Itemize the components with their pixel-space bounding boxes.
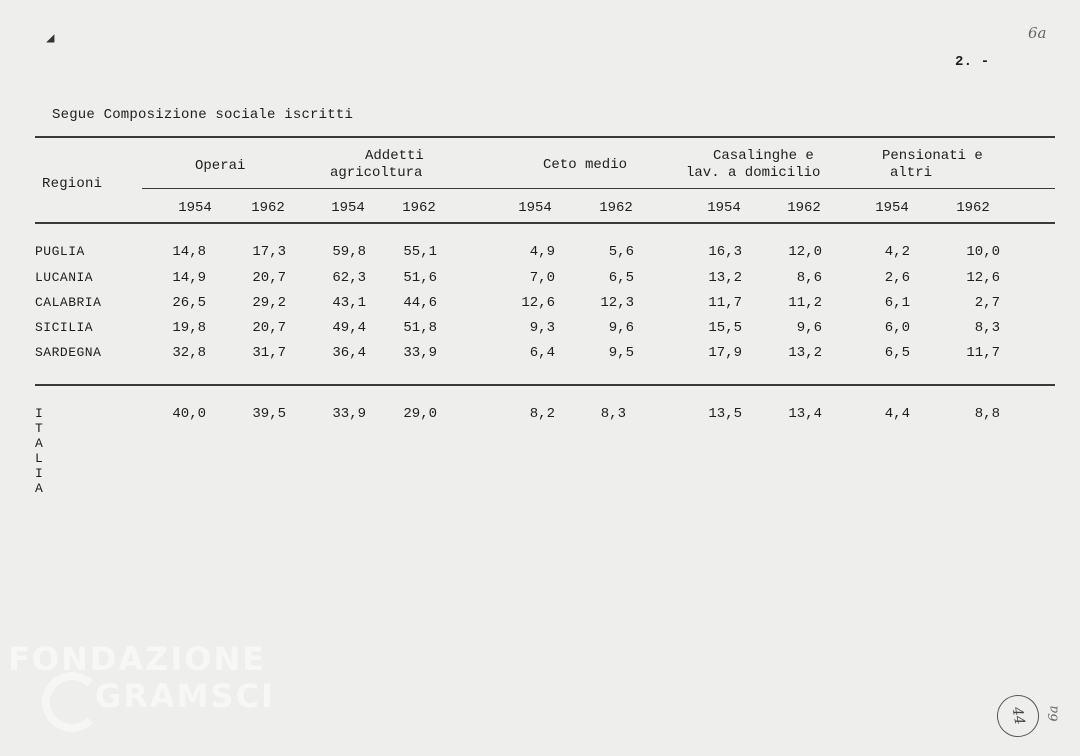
watermark-line2: GRAMSCI [95,677,275,715]
year-header: 1962 [599,200,633,216]
cell: 29,0 [403,406,437,422]
cell: 44,6 [403,295,437,311]
header-bottom-rule [35,222,1055,224]
cell: 9,6 [608,320,634,336]
cell: 6,5 [884,345,910,361]
cell: 6,4 [529,345,555,361]
row-header: Regioni [42,176,103,192]
cell: 12,6 [966,270,1000,286]
cell: 20,7 [252,320,286,336]
year-header: 1954 [518,200,552,216]
cell: 49,4 [332,320,366,336]
cell: 8,2 [529,406,555,422]
year-header: 1954 [178,200,212,216]
cell: 19,8 [172,320,206,336]
cell: 11,7 [708,295,742,311]
region-name: SARDEGNA [35,345,102,360]
cell: 2,7 [974,295,1000,311]
group-header-operai: Operai [195,158,246,174]
year-header: 1962 [787,200,821,216]
cell: 51,6 [403,270,437,286]
page-number: 2. - [955,54,990,70]
cell: 31,7 [252,345,286,361]
group-header-casalinghe-line1: Casalinghe e [713,148,814,164]
cell: 13,4 [788,406,822,422]
cell: 10,0 [966,244,1000,260]
region-name: PUGLIA [35,244,85,259]
cell: 17,9 [708,345,742,361]
archive-stamp: 44 [994,692,1043,741]
cell: 36,4 [332,345,366,361]
cell: 43,1 [332,295,366,311]
cell: 59,8 [332,244,366,260]
cell: 15,5 [708,320,742,336]
year-header: 1962 [251,200,285,216]
cell: 6,1 [884,295,910,311]
cell: 4,2 [884,244,910,260]
table-top-rule [35,136,1055,138]
cell: 6,5 [608,270,634,286]
header-mid-rule [142,188,1055,189]
cell: 12,6 [521,295,555,311]
cell: 17,3 [252,244,286,260]
cell: 9,3 [529,320,555,336]
cell: 5,6 [608,244,634,260]
cell: 14,8 [172,244,206,260]
cell: 8,3 [600,406,626,422]
cell: 8,8 [974,406,1000,422]
cell: 26,5 [172,295,206,311]
cell: 32,8 [172,345,206,361]
region-name: LUCANIA [35,270,94,285]
cell: 11,2 [788,295,822,311]
group-header-addetti-line1: Addetti [365,148,424,164]
cell: 11,7 [966,345,1000,361]
cell: 9,6 [796,320,822,336]
region-name: CALABRIA [35,295,102,310]
year-header: 1954 [331,200,365,216]
cell: 13,2 [788,345,822,361]
cell: 4,9 [529,244,555,260]
region-name: SICILIA [35,320,94,335]
document-title: Segue Composizione sociale iscritti [52,107,354,123]
year-header: 1962 [402,200,436,216]
group-header-pensionati-line2: altri [890,165,933,181]
year-header: 1962 [956,200,990,216]
group-header-pensionati-line1: Pensionati e [882,148,983,164]
cell: 20,7 [252,270,286,286]
cell: 6,0 [884,320,910,336]
cell: 29,2 [252,295,286,311]
cell: 7,0 [529,270,555,286]
cell: 2,6 [884,270,910,286]
cell: 40,0 [172,406,206,422]
total-separator-rule [35,384,1055,386]
cell: 13,2 [708,270,742,286]
total-label: I T A L I A [35,406,44,496]
group-header-casalinghe-line2: lav. a domicilio [686,165,821,181]
cell: 4,4 [884,406,910,422]
corner-handwritten-note: 6a [1028,24,1047,42]
cell: 8,3 [974,320,1000,336]
year-header: 1954 [707,200,741,216]
year-header: 1954 [875,200,909,216]
cell: 14,9 [172,270,206,286]
watermark-logo-icon [42,672,102,732]
group-header-ceto-medio: Ceto medio [543,157,628,173]
scratch-mark: ◢ [46,31,55,47]
cell: 33,9 [332,406,366,422]
cell: 9,5 [608,345,634,361]
cell: 55,1 [403,244,437,260]
cell: 51,8 [403,320,437,336]
cell: 16,3 [708,244,742,260]
cell: 13,5 [708,406,742,422]
group-header-addetti-line2: agricoltura [330,165,423,181]
cell: 12,3 [600,295,634,311]
cell: 8,6 [796,270,822,286]
cell: 12,0 [788,244,822,260]
cell: 33,9 [403,345,437,361]
cell: 62,3 [332,270,366,286]
side-handwritten-note: 6a [1046,705,1062,722]
watermark-line1: FONDAZIONE [8,640,267,678]
cell: 39,5 [252,406,286,422]
